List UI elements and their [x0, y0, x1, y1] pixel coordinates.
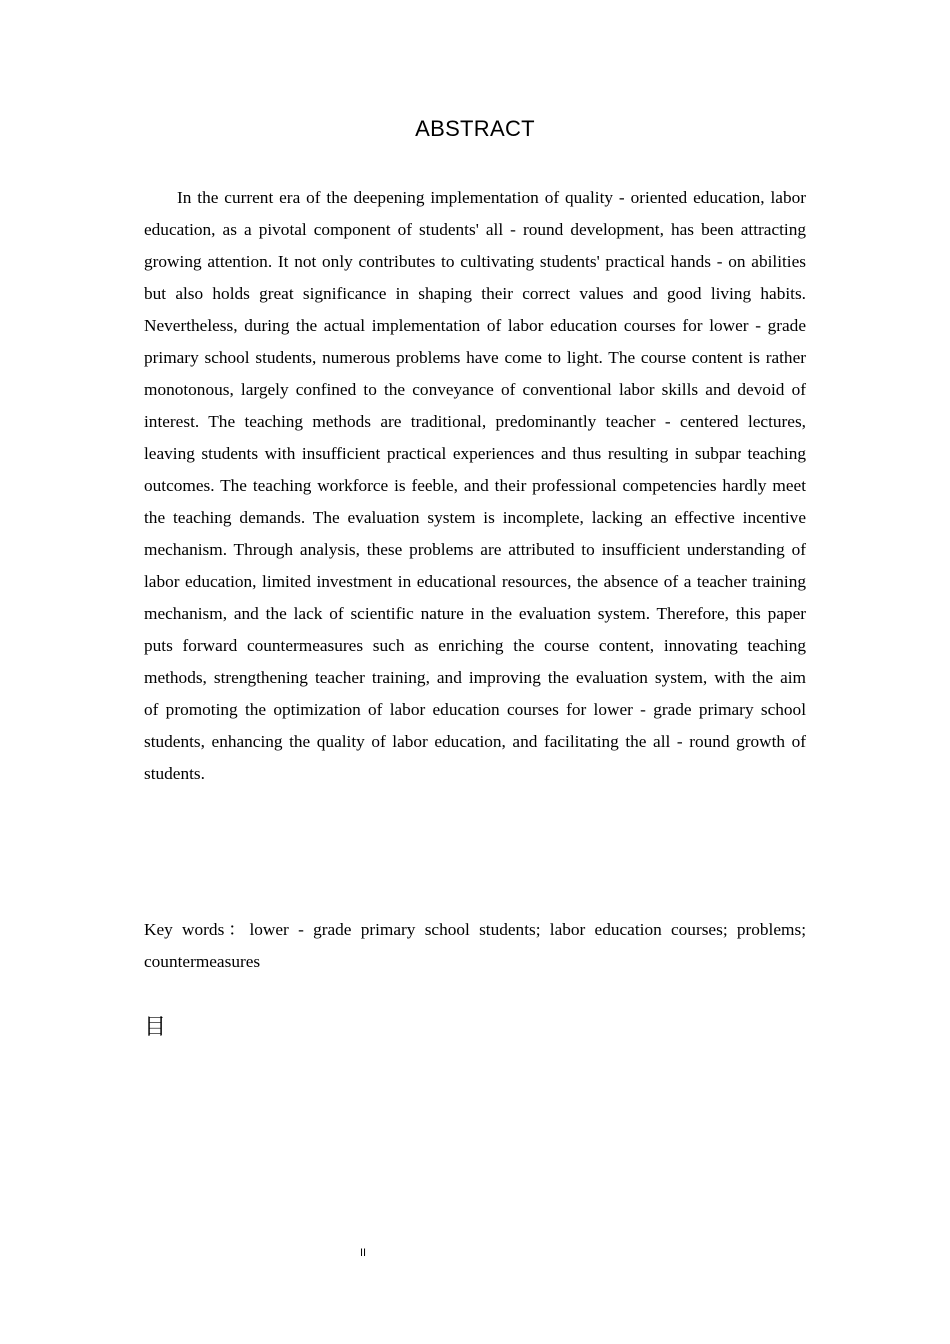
keywords-text: lower - grade primary school students; labor education courses; problems; countermeasures	[144, 920, 806, 971]
abstract-paragraph: In the current era of the deepening implementation of quality - oriented education, labor education, as a pivotal component of students' all - round development, has been attracting growing attention. It not only contributes to cultivating students' practical hands - on abilities but also holds great significance in shaping their correct values and good living habits. Nevertheless, during the actual implementation of labor education courses for lower - grade primary school students, numerous problems have come to light. The course content is rather monotonous, largely confined to the conveyance of conventional labor skills and devoid of interest. The teaching methods are traditional, predominantly teacher - centered lectures, leaving students with insufficient practical experiences and thus resulting in subpar teaching outcomes. The teaching workforce is feeble, and their professional competencies hardly meet the teaching demands. The evaluation system is incomplete, lacking an effective incentive mechanism. Through analysis, these problems are attributed to insufficient understanding of labor education, limited investment in educational resources, the absence of a teacher training mechanism, and the lack of scientific nature in the evaluation system. Therefore, this paper puts forward countermeasures such as enriching the course content, innovating teaching methods, strengthening teacher training, and improving the evaluation system, with the aim of promoting the optimization of labor education courses for lower - grade primary school students, enhancing the quality of labor education, and facilitating the all - round growth of students.	[144, 188, 806, 783]
keywords-line	[144, 914, 806, 978]
abstract-title: ABSTRACT	[415, 116, 535, 141]
keywords-label: Key words：	[144, 920, 250, 939]
table-of-contents-heading: 目	[144, 1015, 167, 1040]
page-number: II	[360, 1247, 367, 1259]
